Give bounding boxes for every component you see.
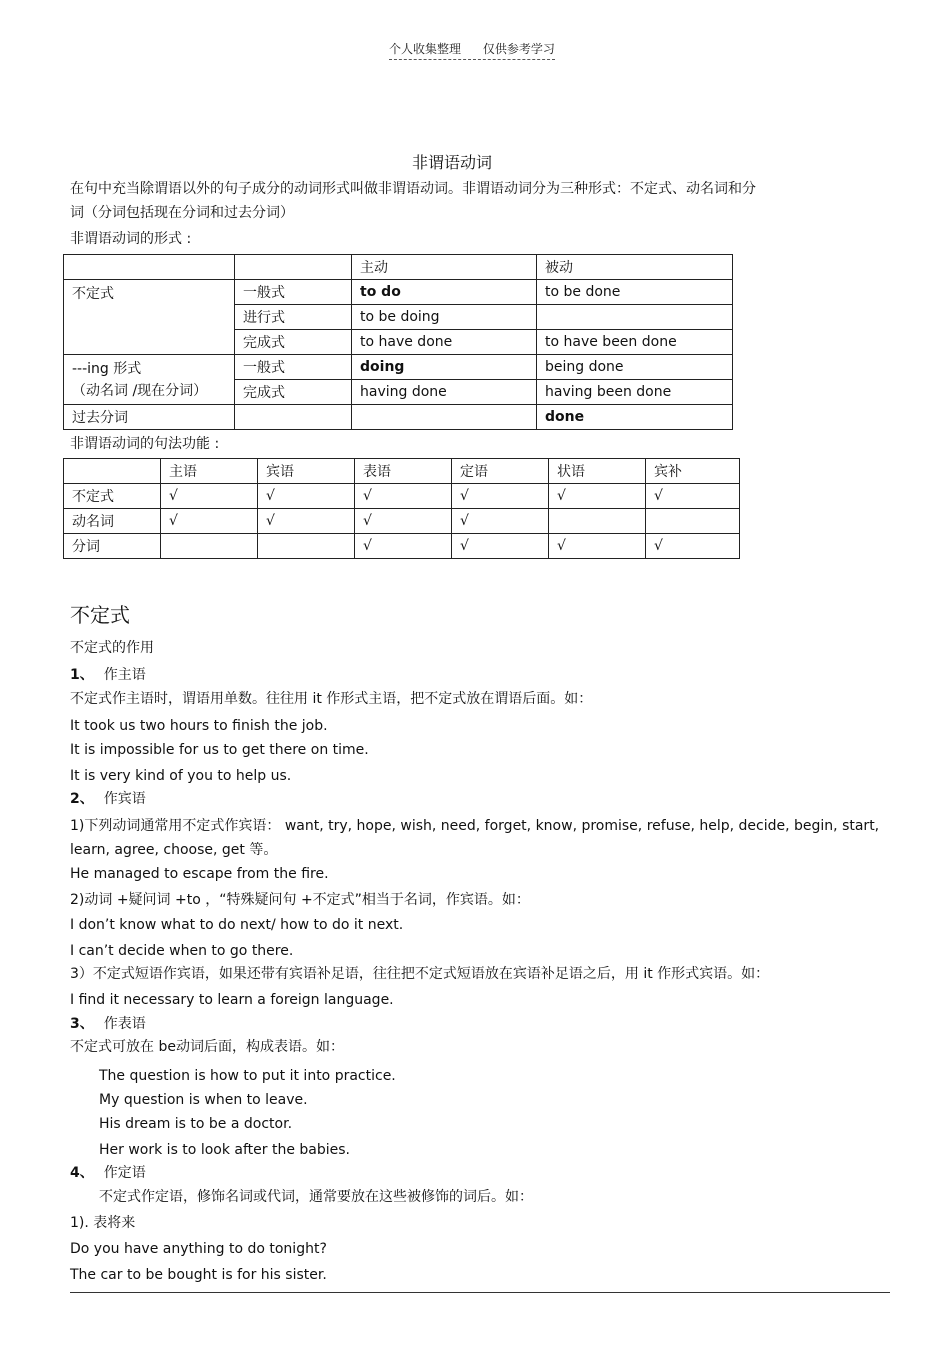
ing-label-line-1: ---ing 形式 [72,360,142,377]
point-title: 作定语 [103,1165,146,1181]
example-sentence: I don’t know what to do next/ how to do it next. [70,917,404,933]
table-cell: 完成式 [235,380,352,405]
paragraph: 不定式可放在 be动词后面，构成表语。如： [70,1039,344,1055]
table-cell: 宾补 [646,459,740,484]
table-cell: 主动 [352,255,537,280]
functions-heading: 非谓语动词的句法功能 : [70,436,220,452]
paragraph: 不定式作定语，修饰名词或代词，通常要放在这些被修饰的词后。如： [99,1189,533,1205]
table-cell: 定语 [452,459,549,484]
table-cell: 状语 [549,459,646,484]
example-sentence: It is impossible for us to get there on time. [70,742,369,758]
point-number: 4、 [70,1165,94,1181]
sub-point: 1). 表将来 [70,1215,136,1231]
point-title: 作表语 [103,1016,146,1032]
table-cell: 不定式 [64,484,161,509]
table-cell: √ [355,534,452,559]
table-cell: to have done [352,330,537,355]
table-cell [235,255,352,280]
table-row [64,255,733,280]
example-sentence: He managed to escape from the fire. [70,866,329,882]
table-cell: 主语 [161,459,258,484]
ing-label-line-2: （动名词 /现在分词） [72,382,208,399]
example-sentence: It took us two hours to finish the job. [70,718,328,734]
point-number: 1、 [70,667,94,683]
point-heading-1 [70,665,146,685]
table-cell: √ [258,509,355,534]
table-row [64,509,740,534]
point-title: 作主语 [103,667,146,683]
table-cell [537,305,733,330]
table-cell: being done [537,355,733,380]
point-number: 2、 [70,791,94,807]
section-title: 不定式 [70,603,130,627]
table-cell: doing [352,355,537,380]
intro-line-1: 在句中充当除谓语以外的句子成分的动词形式叫做非谓语动词。非谓语动词分为三种形式：不定式、动名词和分 [70,181,756,197]
table-cell: done [537,405,733,430]
table-cell: 一般式 [235,280,352,305]
table-cell: having done [352,380,537,405]
example-sentence: I find it necessary to learn a foreign language. [70,992,394,1008]
example-sentence: Do you have anything to do tonight? [70,1241,327,1257]
example-sentence: The car to be bought is for his sister. [70,1267,327,1283]
table-cell [235,405,352,430]
point-number: 3、 [70,1016,94,1032]
table-cell: √ [161,509,258,534]
footer-divider [70,1292,890,1293]
table-cell: √ [646,534,740,559]
table-cell: to have been done [537,330,733,355]
point-heading-3 [70,1014,146,1034]
table-row [64,405,733,430]
paragraph: 不定式作主语时，谓语用单数。往往用 it 作形式主语，把不定式放在谓语后面。如： [70,691,593,707]
table-cell: √ [646,484,740,509]
table-row [64,355,733,380]
table-row [64,280,733,305]
table-cell: to be doing [352,305,537,330]
example-sentence: Her work is to look after the babies. [99,1142,350,1158]
example-sentence: It is very kind of you to help us. [70,768,292,784]
table-cell [352,405,537,430]
section-subtitle: 不定式的作用 [70,640,154,656]
table-row [64,534,740,559]
table-cell: √ [355,509,452,534]
document-title: 非谓语动词 [412,153,493,172]
table-cell: 完成式 [235,330,352,355]
table-row [64,484,740,509]
table-cell: √ [549,534,646,559]
table-cell [549,509,646,534]
paragraph: 1)下列动词通常用不定式作宾语： want, try, hope, wish, need, forget, know, promise, refuse, help, decide, begin, start, [70,818,880,834]
example-sentence: My question is when to leave. [99,1092,308,1108]
table-cell: 表语 [355,459,452,484]
table-cell: 被动 [537,255,733,280]
intro-line-2: 词（分词包括现在分词和过去分词） [70,205,294,221]
table-cell: to do [352,280,537,305]
table-cell: √ [452,484,549,509]
point-heading-2 [70,789,146,809]
table-cell: √ [452,509,549,534]
forms-heading: 非谓语动词的形式 : [70,231,192,247]
paragraph: learn, agree, choose, get 等。 [70,842,278,858]
example-sentence: The question is how to put it into practice. [99,1068,396,1084]
table-cell: √ [452,534,549,559]
table-cell: 进行式 [235,305,352,330]
paragraph: 3）不定式短语作宾语，如果还带有宾语补足语，往往把不定式短语放在宾语补足语之后，用 it 作形式宾语。如： [70,966,770,982]
table-cell [64,255,235,280]
table-cell [161,534,258,559]
row-label-infinitive: 不定式 [64,280,235,355]
table-cell: √ [549,484,646,509]
table-cell [646,509,740,534]
functions-table [63,458,740,559]
table-cell: √ [161,484,258,509]
table-cell [64,459,161,484]
point-title: 作宾语 [103,791,146,807]
row-label-past-participle: 过去分词 [64,405,235,430]
table-cell: 宾语 [258,459,355,484]
point-heading-4 [70,1163,146,1183]
page-header: 个人收集整理 仅供参考学习 [389,40,555,60]
table-row [64,459,740,484]
forms-table [63,254,733,430]
example-sentence: I can’t decide when to go there. [70,943,294,959]
table-cell: 动名词 [64,509,161,534]
table-cell: to be done [537,280,733,305]
example-sentence: His dream is to be a doctor. [99,1116,293,1132]
table-cell: having been done [537,380,733,405]
table-cell: 分词 [64,534,161,559]
table-cell: 一般式 [235,355,352,380]
row-label-ing [64,355,235,405]
table-cell: √ [258,484,355,509]
table-cell [258,534,355,559]
paragraph: 2)动词 +疑问词 +to ，“特殊疑问句 +不定式”相当于名词，作宾语。如： [70,892,530,908]
table-cell: √ [355,484,452,509]
